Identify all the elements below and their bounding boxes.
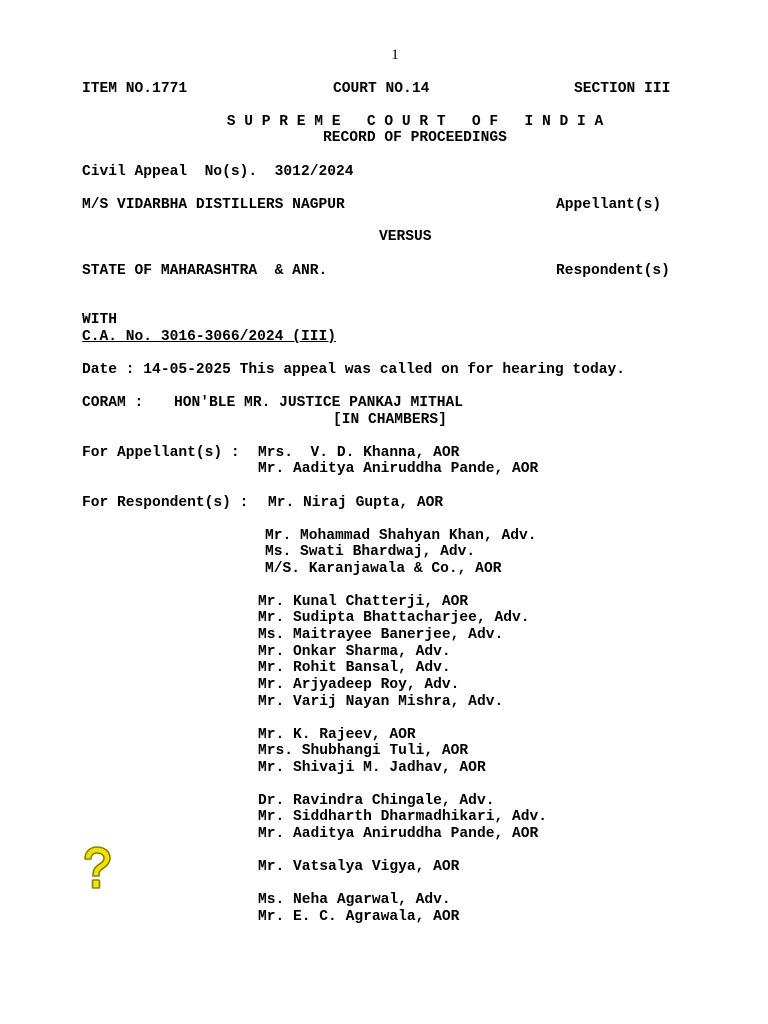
respondent-counsel: Dr. Ravindra Chingale, Adv. (258, 793, 495, 809)
respondent-counsel: Mr. E. C. Agrawala, AOR (258, 909, 460, 925)
page-number: 1 (391, 47, 399, 63)
appellant-role: Appellant(s) (556, 197, 662, 213)
respondent-counsel: Mr. Shivaji M. Jadhav, AOR (258, 760, 486, 776)
respondent-counsel: Mr. Mohammad Shahyan Khan, Adv. (265, 528, 537, 544)
respondent-counsel: Mr. Onkar Sharma, Adv. (258, 644, 451, 660)
for-respondent-label: For Respondent(s) : (82, 495, 249, 511)
case-number: Civil Appeal No(s). 3012/2024 (82, 164, 354, 180)
respondent-role: Respondent(s) (556, 263, 670, 279)
respondent-counsel: Mr. Niraj Gupta, AOR (268, 495, 444, 511)
respondent-counsel: Mr. Sudipta Bhattacharjee, Adv. (258, 610, 530, 626)
coram-label: CORAM : (82, 395, 144, 411)
court-number: COURT NO.14 (333, 81, 430, 97)
connected-case: C.A. No. 3016-3066/2024 (III) (82, 329, 336, 345)
respondent-counsel: Mr. Aaditya Aniruddha Pande, AOR (258, 826, 539, 842)
section: SECTION III (574, 81, 671, 97)
respondent-counsel: Mr. Arjyadeep Roy, Adv. (258, 677, 460, 693)
record-title: RECORD OF PROCEEDINGS (323, 130, 507, 146)
respondent-counsel: Ms. Neha Agarwal, Adv. (258, 892, 451, 908)
respondent-counsel: Mr. Varij Nayan Mishra, Adv. (258, 694, 504, 710)
respondent-counsel: Mr. Kunal Chatterji, AOR (258, 594, 469, 610)
respondent-counsel: M/S. Karanjawala & Co., AOR (265, 561, 502, 577)
for-appellant-label: For Appellant(s) : (82, 445, 240, 461)
respondent-counsel: Ms. Swati Bhardwaj, Adv. (265, 544, 476, 560)
appellant-name: M/S VIDARBHA DISTILLERS NAGPUR (82, 197, 345, 213)
respondent-counsel: Mr. Rohit Bansal, Adv. (258, 660, 451, 676)
date-line: Date : 14-05-2025 This appeal was called on for hearing today. (82, 362, 625, 378)
with-label: WITH (82, 312, 118, 328)
item-number: ITEM NO.1771 (82, 81, 188, 97)
coram-judge: HON'BLE MR. JUSTICE PANKAJ MITHAL (174, 395, 464, 411)
coram-note: [IN CHAMBERS] (333, 412, 447, 428)
question-mark-icon (80, 846, 114, 890)
versus: VERSUS (379, 229, 432, 245)
respondent-counsel: Mrs. Shubhangi Tuli, AOR (258, 743, 469, 759)
respondent-name: STATE OF MAHARASHTRA & ANR. (82, 263, 328, 279)
appellant-counsel: Mrs. V. D. Khanna, AOR (258, 445, 460, 461)
respondent-counsel: Mr. K. Rajeev, AOR (258, 727, 416, 743)
respondent-counsel: Mr. Vatsalya Vigya, AOR (258, 859, 460, 875)
respondent-counsel: Mr. Siddharth Dharmadhikari, Adv. (258, 809, 548, 825)
appellant-counsel: Mr. Aaditya Aniruddha Pande, AOR (258, 461, 539, 477)
court-name: S U P R E M E C O U R T O F I N D I A (226, 114, 604, 130)
respondent-counsel: Ms. Maitrayee Banerjee, Adv. (258, 627, 504, 643)
